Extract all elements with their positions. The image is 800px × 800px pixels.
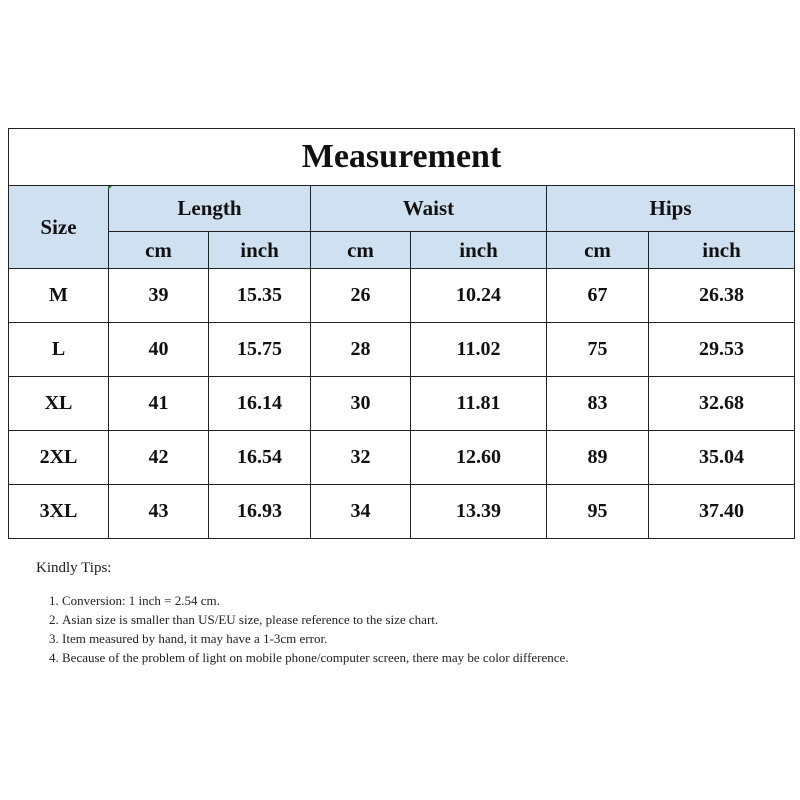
tip-item: 1. Conversion: 1 inch = 2.54 cm.	[62, 591, 736, 610]
value-cell: 83	[547, 377, 649, 431]
value-cell: 39	[109, 269, 209, 323]
kindly-tips	[36, 560, 736, 667]
table-title: Measurement	[9, 129, 795, 186]
value-cell: 13.39	[411, 485, 547, 539]
size-cell: XL	[9, 377, 109, 431]
unit-header: inch	[649, 232, 795, 269]
unit-header: cm	[547, 232, 649, 269]
value-cell: 16.54	[209, 431, 311, 485]
value-cell: 40	[109, 323, 209, 377]
value-cell: 37.40	[649, 485, 795, 539]
value-cell: 67	[547, 269, 649, 323]
value-cell: 26.38	[649, 269, 795, 323]
value-cell: 75	[547, 323, 649, 377]
value-cell: 30	[311, 377, 411, 431]
header-waist: Waist	[311, 186, 547, 232]
tip-item: 2. Asian size is smaller than US/EU size, please reference to the size chart.	[62, 610, 736, 629]
value-cell: 26	[311, 269, 411, 323]
header-length: Length	[109, 186, 311, 232]
value-cell: 95	[547, 485, 649, 539]
value-cell: 43	[109, 485, 209, 539]
size-cell: M	[9, 269, 109, 323]
tip-item: 3. Item measured by hand, it may have a 1-3cm error.	[62, 629, 736, 648]
value-cell: 28	[311, 323, 411, 377]
value-cell: 16.14	[209, 377, 311, 431]
value-cell: 11.02	[411, 323, 547, 377]
value-cell: 15.75	[209, 323, 311, 377]
table-row	[9, 269, 795, 323]
table-row	[9, 377, 795, 431]
table-row	[9, 323, 795, 377]
tips-list	[36, 591, 736, 667]
value-cell: 41	[109, 377, 209, 431]
size-cell: 3XL	[9, 485, 109, 539]
value-cell: 11.81	[411, 377, 547, 431]
value-cell: 16.93	[209, 485, 311, 539]
value-cell: 42	[109, 431, 209, 485]
size-table	[8, 128, 795, 539]
value-cell: 35.04	[649, 431, 795, 485]
cell-corner-mark	[108, 186, 112, 190]
value-cell: 10.24	[411, 269, 547, 323]
unit-header: inch	[209, 232, 311, 269]
tip-item: 4. Because of the problem of light on mobile phone/computer screen, there may be color difference.	[62, 648, 736, 667]
size-cell: L	[9, 323, 109, 377]
value-cell: 29.53	[649, 323, 795, 377]
measurement-chart	[8, 128, 794, 539]
value-cell: 32.68	[649, 377, 795, 431]
table-row	[9, 431, 795, 485]
value-cell: 34	[311, 485, 411, 539]
tips-heading: Kindly Tips:	[36, 560, 112, 576]
value-cell: 15.35	[209, 269, 311, 323]
unit-header: cm	[311, 232, 411, 269]
value-cell: 32	[311, 431, 411, 485]
table-row	[9, 485, 795, 539]
header-hips: Hips	[547, 186, 795, 232]
unit-header: inch	[411, 232, 547, 269]
value-cell: 12.60	[411, 431, 547, 485]
value-cell: 89	[547, 431, 649, 485]
unit-header: cm	[109, 232, 209, 269]
header-size: Size	[9, 186, 109, 269]
size-cell: 2XL	[9, 431, 109, 485]
